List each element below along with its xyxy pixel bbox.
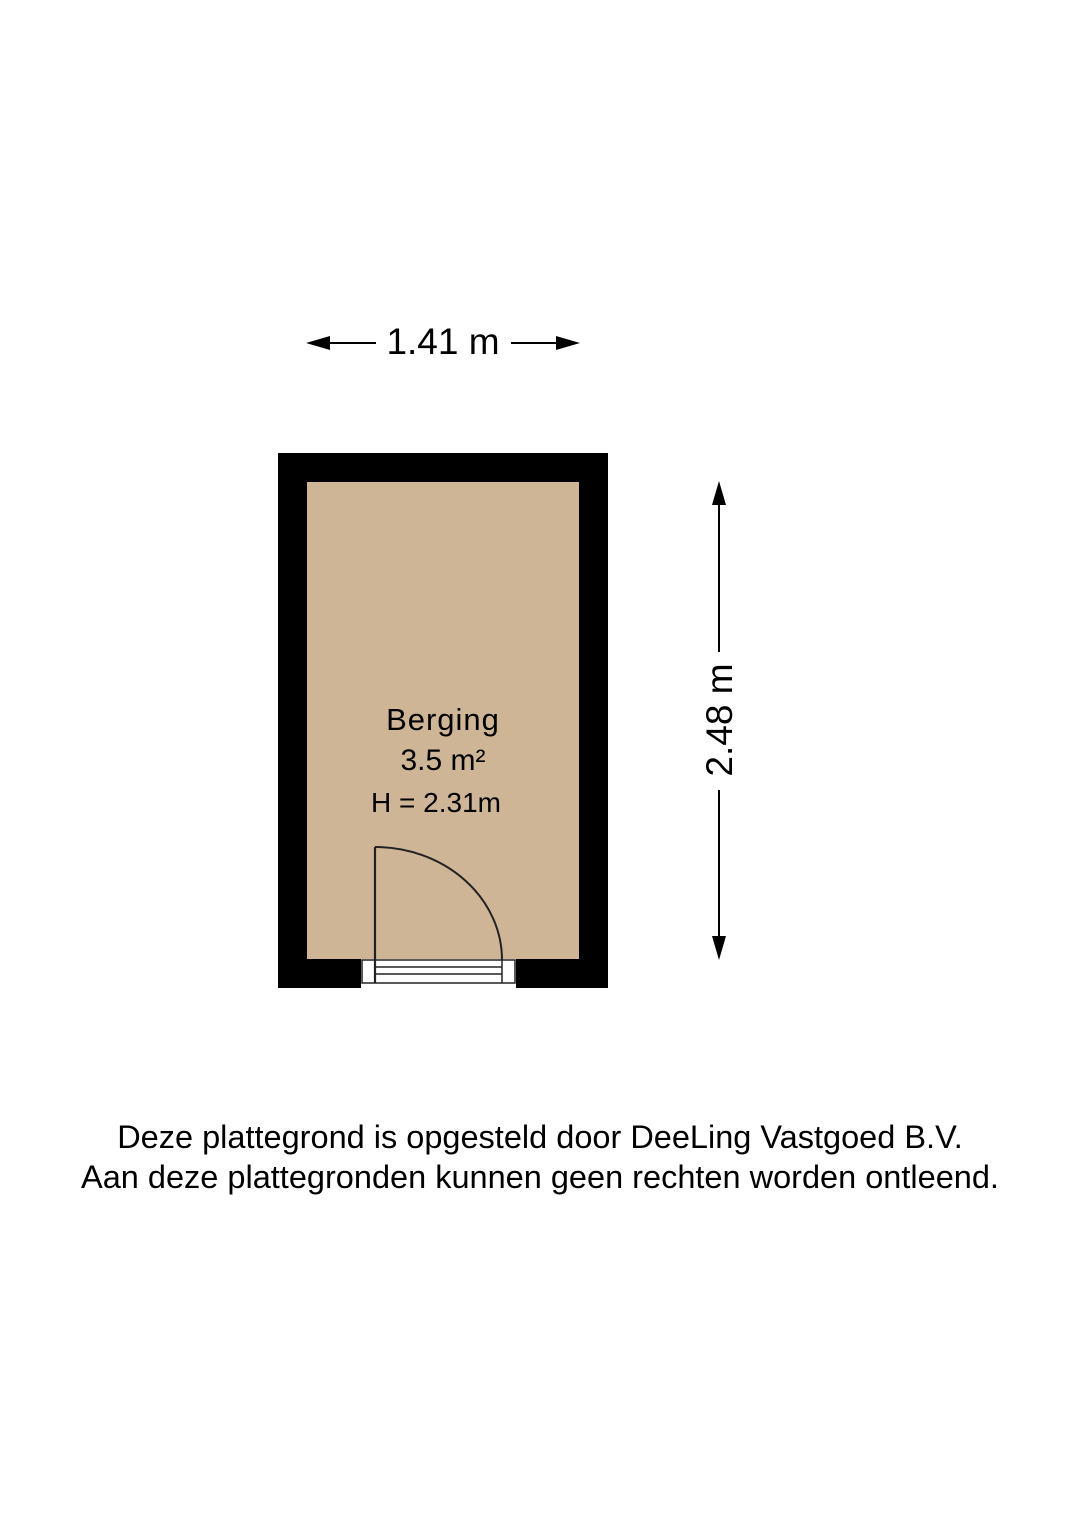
disclaimer-line-2: Aan deze plattegronden kunnen geen rechten worden ontleend. xyxy=(81,1159,999,1195)
height-dimension-label: 2.48 m xyxy=(699,663,740,777)
room-ceiling-height: H = 2.31m xyxy=(371,787,501,818)
width-dimension-label: 1.41 m xyxy=(386,321,500,362)
room-name: Berging xyxy=(386,702,500,737)
disclaimer-line-1: Deze plattegrond is opgesteld door DeeLing Vastgoed B.V. xyxy=(117,1119,963,1155)
room-area: 3.5 m² xyxy=(400,744,486,777)
